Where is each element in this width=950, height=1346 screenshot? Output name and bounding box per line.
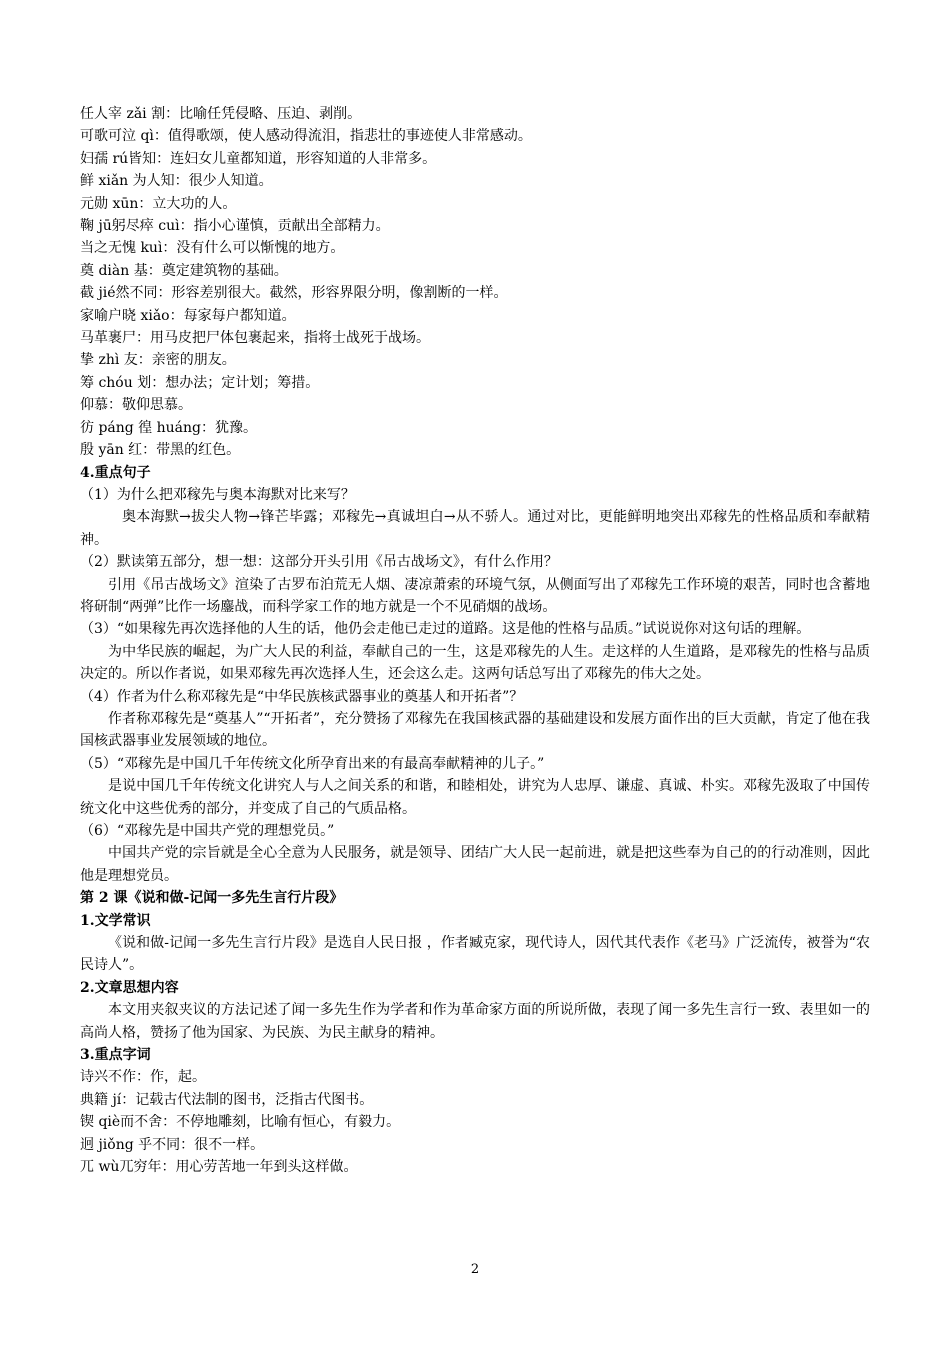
vocab-item: 鞠 jū躬尽瘁 cuì：指小心谨慎，贡献出全部精力。 [80,218,390,235]
question-3: （3）“如果稼先再次选择他的人生的话，他仍会走他已走过的道路。这是他的性格与品质。”试说说你对这句话的理解。 [80,621,811,638]
section-heading-key-sentences: 4.重点句子 [80,464,151,481]
vocab-item: 奠 diàn 基：奠定建筑物的基础。 [80,262,288,279]
literary-knowledge-text: 《说和做-记闻一多先生言行片段》是选自人民日报 ，作者臧克家，现代诗人，因代其代表作《老马》广泛流传，被誉为“农民诗人”。 [80,935,870,974]
section-heading-literary-knowledge: 1.文学常识 [80,912,151,929]
main-idea-text: 本文用夹叙夹议的方法记述了闻一多先生作为学者和作为革命家方面的所说所做，表现了闻一多先生言行一致、表里如一的高尚人格，赞扬了他为国家、为民族、为民主献身的精神。 [80,1002,870,1041]
vocab-item: 彷 páng 徨 huáng：犹豫。 [80,419,257,436]
vocab-item: 鲜 xiǎn 为人知：很少人知道。 [80,173,273,190]
vocab-item: 当之无愧 kuì：没有什么可以惭愧的地方。 [80,240,345,257]
question-2: （2）默读第五部分，想一想：这部分开头引用《吊古战场文》，有什么作用？ [80,554,558,571]
vocab-item: 典籍 jí：记载古代法制的图书，泛指古代图书。 [80,1091,374,1108]
answer-3: 为中华民族的崛起，为广大人民的利益，奉献自己的一生，这是邓稼先的人生。走这样的人生道路，是邓稼先的性格与品质决定的。所以作者说，如果邓稼先再次选择人生，还会这么走。这两句话总写出了邓稼先的伟大之处。 [80,643,870,683]
vocab-item: 殷 yān 红：带黑的红色。 [80,442,241,459]
vocab-item: 任人宰 zǎi 割：比喻任凭侵略、压迫、剥削。 [80,106,362,122]
question-1: （1）为什么把邓稼先与奥本海默对比来写？ [80,486,355,503]
question-4: （4）作者为什么称邓稼先是“中华民族核武器事业的奠基人和开拓者”？ [80,688,524,705]
vocab-item: 妇孺 rú皆知：连妇女儿童都知道，形容知道的人非常多。 [80,150,437,167]
vocab-item: 兀 wù兀穷年：用心劳苦地一年到头这样做。 [80,1159,358,1176]
answer-5: 是说中国几千年传统文化讲究人与人之间关系的和谐，和睦相处，讲究为人忠厚、谦虚、真诚、朴实。邓稼先汲取了中国传统文化中这些优秀的部分，并变成了自己的气质品格。 [80,778,870,817]
lesson-title: 第 2 课《说和做-记闻一多先生言行片段》 [80,890,344,907]
vocab-item: 仰慕：敬仰思慕。 [80,397,192,414]
vocab-item: 迥 jiǒng 乎不同：很不一样。 [80,1136,265,1153]
section-heading-main-idea: 2.文章思想内容 [80,979,179,996]
vocab-item: 家喻户晓 xiǎo：每家每户都知道。 [80,307,296,324]
vocab-item: 挚 zhì 友：亲密的朋友。 [80,352,236,369]
answer-6: 中国共产党的宗旨就是全心全意为人民服务，就是领导、团结广大人民一起前进，就是把这些奉为自己的的行动准则，因此他是理想党员。 [80,845,870,884]
answer-4: 作者称邓稼先是“奠基人”“开拓者”，充分赞扬了邓稼先在我国核武器的基础建设和发展方面作出的巨大贡献，肯定了他在我国核武器事业发展领域的地位。 [80,710,870,750]
vocab-item: 筹 chóu 划：想办法；定计划；筹措。 [80,374,320,391]
answer-1: 奥本海默→拔尖人物→锋芒毕露；邓稼先→真诚坦白→从不骄人。通过对比，更能鲜明地突出邓稼先的性格品质和奉献精神。 [80,509,870,548]
question-5: （5）“邓稼先是中国几千年传统文化所孕育出来的有最高奉献精神的儿子。” [80,755,545,772]
section-heading-key-words: 3.重点字词 [80,1047,151,1064]
vocab-item: 元勋 xūn：立大功的人。 [80,195,237,212]
vocab-item: 可歌可泣 qì：值得歌颂，使人感动得流泪，指悲壮的事迹使人非常感动。 [80,128,532,145]
question-6: （6）“邓稼先是中国共产党的理想党员。” [80,823,335,839]
vocab-item: 锲 qiè而不舍：不停地雕刻，比喻有恒心，有毅力。 [80,1114,401,1131]
page-number: 2 [470,1262,480,1277]
vocab-item: 马革裹尸：用马皮把尸体包裹起来，指将士战死于战场。 [80,330,430,347]
vocab-item: 诗兴不作：作，起。 [80,1069,206,1086]
document-page [80,103,870,1179]
vocab-item: 截 jié然不同：形容差别很大。截然，形容界限分明，像割断的一样。 [80,285,508,302]
answer-2: 引用《吊古战场文》渲染了古罗布泊荒无人烟、凄凉萧索的环境气氛，从侧面写出了邓稼先工作环境的艰苦，同时也含蓄地将研制“两弹”比作一场鏖战，而科学家工作的地方就是一个不见硝烟的战场。 [80,576,870,615]
